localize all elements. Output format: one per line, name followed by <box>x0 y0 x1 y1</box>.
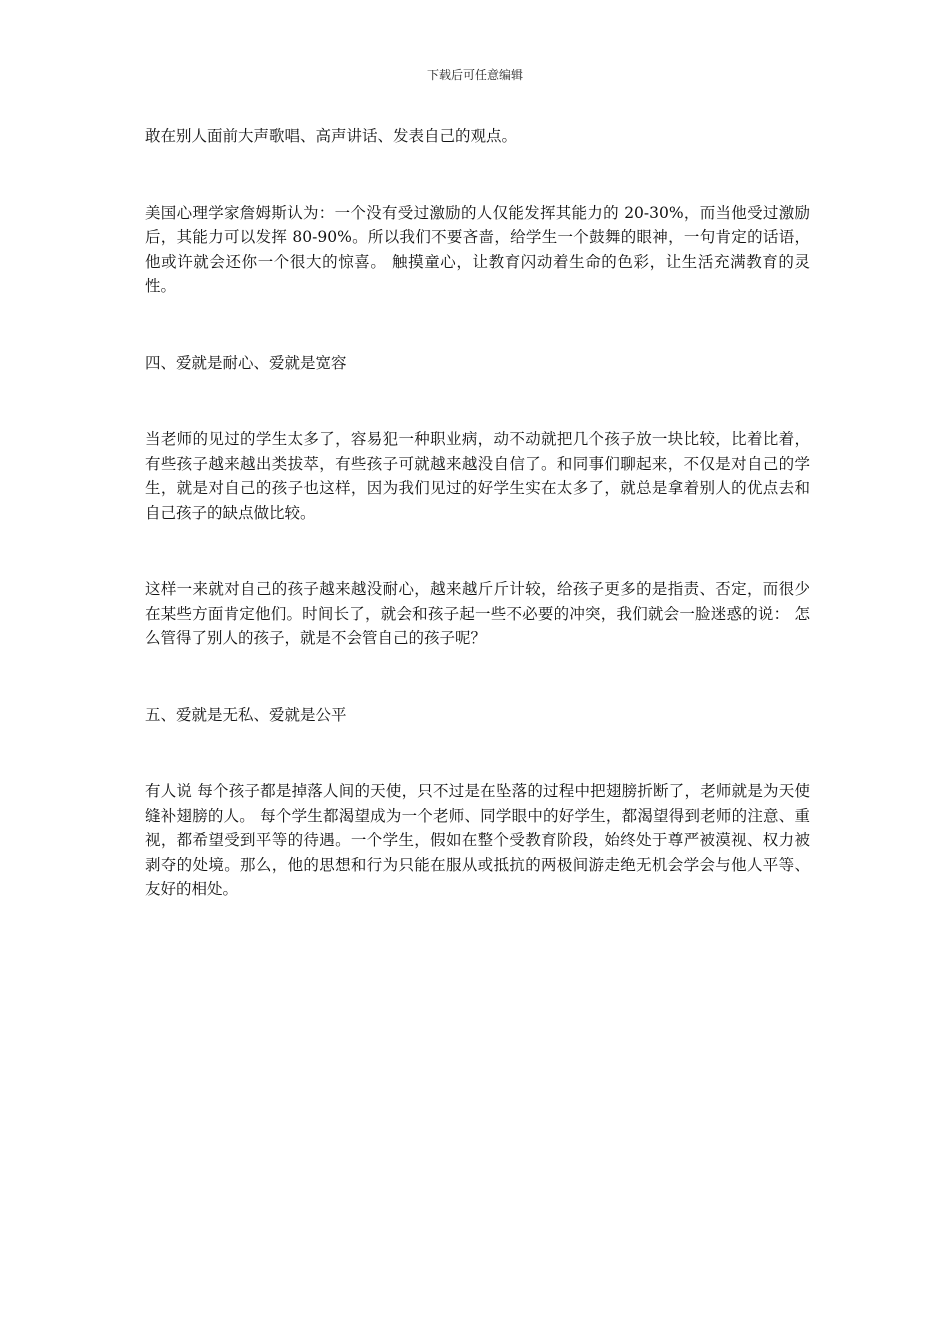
page-header: 下载后可任意编辑 <box>426 68 523 82</box>
section-heading-four: 四、爱就是耐心、爱就是宽容 <box>145 353 347 372</box>
paragraph-intro: 敢在别人面前大声歌唱、高声讲话、发表自己的观点。 <box>145 127 518 145</box>
paragraph-comparison: 当老师的见过的学生太多了，容易犯一种职业病，动不动就把几个孩子放一块比较，比着比着，有些孩子越来越出类拔萃，有些孩子可就越来越没自信了。和同事们聊起来，不仅是对自己的学生，就是对自己的孩子也这样，因为我们见过的好学生实在太多了，就总是拿着别人的优点去和自己孩子的缺点做比较。 <box>145 430 810 522</box>
paragraph-patience: 这样一来就对自己的孩子越来越没耐心，越来越斤斤计较，给孩子更多的是指责、否定，而很少在某些方面肯定他们。时间长了，就会和孩子起一些不必要的冲突，我们就会一脸迷惑的说： 怎么管得了别人的孩子，就是不会管自己的孩子呢？ <box>145 580 810 647</box>
document-body <box>145 124 810 902</box>
section-heading-five: 五、爱就是无私、爱就是公平 <box>145 705 347 724</box>
paragraph-angels: 有人说 每个孩子都是掉落人间的天使，只不过是在坠落的过程中把翅膀折断了，老师就是为天使缝补翅膀的人。 每个学生都渴望成为一个老师、同学眼中的好学生，都渴望得到老师的注意、重视，都希望受到平等的待遇。一个学生，假如在整个受教育阶段，始终处于尊严被漠视、权力被剥夺的处境。那么，他的思想和行为只能在服从或抵抗的两极间游走绝无机会学会与他人平等、友好的相处。 <box>145 782 810 898</box>
paragraph-james-quote: 美国心理学家詹姆斯认为：一个没有受过激励的人仅能发挥其能力的 20-30%，而当他受过激励后，其能力可以发挥 80-90%。所以我们不要吝啬，给学生一个鼓舞的眼神，一句肯定的话语，他或许就会还你一个很大的惊喜。 触摸童心，让教育闪动着生命的色彩，让生活充满教育的灵性。 <box>145 203 810 295</box>
